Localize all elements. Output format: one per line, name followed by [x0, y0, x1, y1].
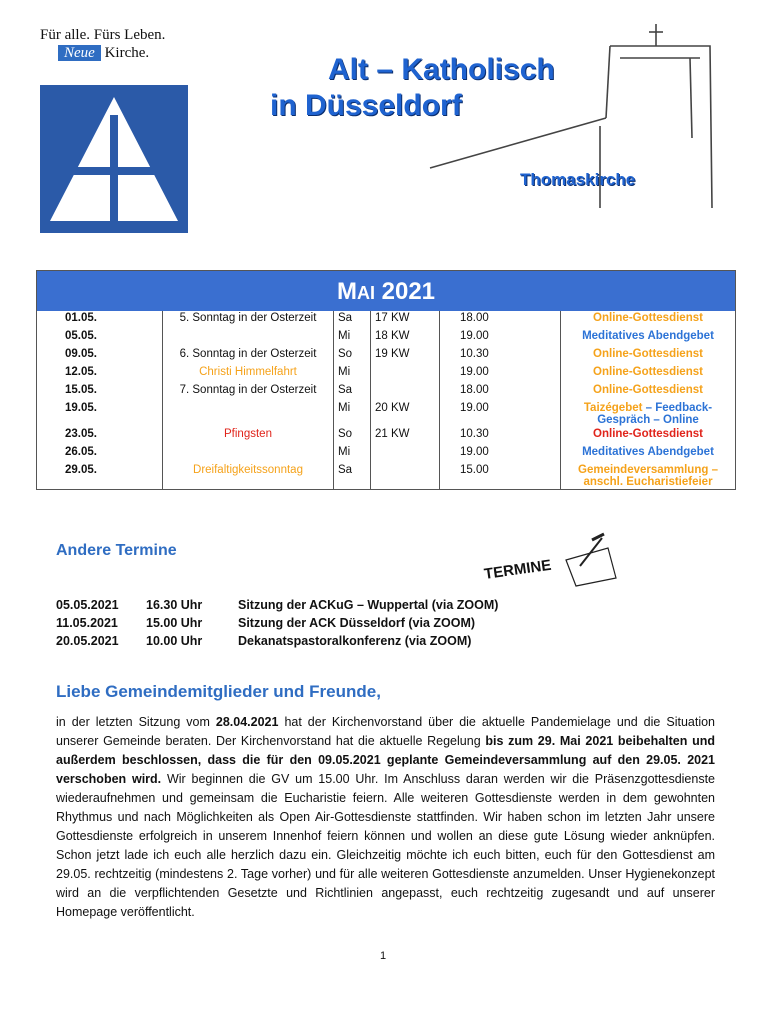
- letter-heading: Liebe Gemeindemitglieder und Freunde,: [56, 682, 381, 701]
- cell-time: 10.30: [440, 347, 561, 365]
- event-text: Meditatives Abendgebet: [582, 330, 714, 342]
- cell-date: 12.05.: [65, 366, 97, 378]
- cell-day: So: [334, 347, 371, 365]
- church-logo: [40, 85, 188, 233]
- subtitle: Thomaskirche: [520, 170, 636, 189]
- cell-kw: 18 KW: [371, 329, 440, 347]
- cell-name: [163, 329, 334, 347]
- table-row: [37, 347, 735, 365]
- table-row: [37, 311, 735, 329]
- cell-time: 10.30: [440, 427, 561, 445]
- title-line1: Alt – Katholisch: [328, 53, 555, 86]
- page-number: 1: [380, 950, 387, 962]
- cell-kw: 19 KW: [371, 347, 440, 365]
- motto: [40, 26, 200, 62]
- cell-time: 19.00: [440, 365, 561, 383]
- event-text: Online-Gottesdienst: [593, 348, 703, 360]
- event-text: Online-Gottesdienst: [593, 428, 703, 440]
- cell-time: 19.00: [440, 401, 561, 427]
- cell-event: [561, 463, 736, 489]
- event-text: Online-Gottesdienst: [593, 384, 703, 396]
- table-row: [37, 365, 735, 383]
- cell-name: 5. Sonntag in der Osterzeit: [163, 311, 334, 329]
- cell-kw: [371, 365, 440, 383]
- table-row: [37, 401, 735, 427]
- cell-date: 19.05.: [65, 402, 97, 414]
- motto-line2: Kirche.: [104, 45, 150, 61]
- event-text: Meditatives Abendgebet: [582, 446, 714, 458]
- cell-day: Mi: [334, 365, 371, 383]
- other-text: Sitzung der ACK Düsseldorf (via ZOOM): [238, 616, 476, 630]
- cell-time: 18.00: [440, 383, 561, 401]
- table-row: [37, 463, 735, 489]
- cell-date: 26.05.: [65, 446, 97, 458]
- cell-name: [163, 445, 334, 463]
- logo-triangle-cross-icon: [40, 85, 188, 233]
- page-title: [270, 52, 590, 124]
- cell-date: 09.05.: [65, 348, 97, 360]
- table-row: [37, 383, 735, 401]
- other-date: 05.05.2021: [56, 598, 119, 612]
- cell-time: 18.00: [440, 311, 561, 329]
- cell-kw: [371, 463, 440, 489]
- cell-name: 6. Sonntag in der Osterzeit: [163, 347, 334, 365]
- cell-name: Dreifaltigkeitssonntag: [163, 463, 334, 489]
- other-dates-list: [56, 598, 498, 652]
- cell-time: 19.00: [440, 445, 561, 463]
- cell-kw: [371, 445, 440, 463]
- title-line2: in Düsseldorf: [270, 89, 462, 122]
- other-date-item: [56, 616, 498, 634]
- event-text: Taizégebet: [583, 402, 643, 414]
- cell-date: 15.05.: [65, 384, 97, 396]
- cell-day: So: [334, 427, 371, 445]
- event-text: Online-Gottesdienst: [593, 312, 703, 324]
- cell-kw: 20 KW: [371, 401, 440, 427]
- other-text: Sitzung der ACKuG – Wuppertal (via ZOOM): [238, 598, 499, 612]
- cell-date: 23.05.: [65, 428, 97, 440]
- cell-event: [561, 347, 736, 365]
- cell-day: Mi: [334, 401, 371, 427]
- table-row: [37, 329, 735, 347]
- cell-kw: 21 KW: [371, 427, 440, 445]
- cell-day: Sa: [334, 383, 371, 401]
- cell-name: [163, 401, 334, 427]
- cell-event: [561, 401, 736, 427]
- other-date-item: [56, 634, 498, 652]
- cell-event: [561, 427, 736, 445]
- schedule-table: [36, 270, 736, 490]
- cell-name: Christi Himmelfahrt: [163, 365, 334, 383]
- schedule-month-header: MAI 2021: [37, 271, 735, 311]
- motto-highlight: Neue: [58, 45, 101, 61]
- cell-kw: [371, 383, 440, 401]
- table-row: [37, 427, 735, 445]
- cell-date: 29.05.: [65, 464, 97, 476]
- other-time: 15.00 Uhr: [146, 616, 203, 630]
- event-text: Gemeindeversammlung – anschl. Eucharistiefeier: [578, 464, 718, 488]
- cell-time: 19.00: [440, 329, 561, 347]
- termine-label: TERMINE: [483, 556, 553, 583]
- other-date: 11.05.2021: [56, 616, 118, 630]
- event-text: Online-Gottesdienst: [593, 366, 703, 378]
- termine-pen-icon: [480, 530, 620, 590]
- cell-day: Sa: [334, 311, 371, 329]
- cell-name: Pfingsten: [163, 427, 334, 445]
- cell-event: [561, 329, 736, 347]
- cell-kw: 17 KW: [371, 311, 440, 329]
- other-time: 16.30 Uhr: [146, 598, 203, 612]
- cell-time: 15.00: [440, 463, 561, 489]
- table-row: [37, 445, 735, 463]
- cell-event: [561, 311, 736, 329]
- cell-event: [561, 365, 736, 383]
- event-text: – Feedback-Gespräch – Online: [597, 402, 713, 426]
- other-date: 20.05.2021: [56, 634, 119, 648]
- schedule-rows: [37, 311, 735, 489]
- cell-day: Mi: [334, 445, 371, 463]
- cell-day: Sa: [334, 463, 371, 489]
- cell-day: Mi: [334, 329, 371, 347]
- motto-line1: Für alle. Fürs Leben.: [40, 27, 166, 43]
- cell-event: [561, 445, 736, 463]
- other-date-item: [56, 598, 498, 616]
- cell-date: 01.05.: [65, 312, 97, 324]
- other-time: 10.00 Uhr: [146, 634, 203, 648]
- other-text: Dekanatspastoralkonferenz (via ZOOM): [238, 634, 472, 648]
- cell-name: 7. Sonntag in der Osterzeit: [163, 383, 334, 401]
- cell-event: [561, 383, 736, 401]
- letter-body: in der letzten Sitzung vom 28.04.2021 hat der Kirchenvorstand über die aktuelle Pandemielage und die Situation unserer Gemeinde beraten. Der Kirchenvorstand hat die aktuelle Regelung bis zum 29. Mai 2021 beibehalten und außerdem beschlossen, dass die für den 09.05.2021 geplante Gemeindeversammlung auf den 29.05. 2021 verschoben wird. Wir beginnen die GV um 15.00 Uhr. Im Anschluss daran werden wir die Präsenzgottesdienste wiederaufnehmen und gemeinsam die Eucharistie feiern. Alle weiteren Gottesdienste werden in dem gewohnten Rhythmus und nach Möglichkeiten als Open Air-Gottesdienste stattfinden. Wir haben schon im letzten Jahr unsere Gottesdienste erfolgreich in unserem Innenhof feiern können und wollen an diese gute Lösung wieder anknüpfen. Schon jetzt lade ich euch alle herzlich dazu ein. Gleichzeitig möchte ich euch bitten, euch für den Gottesdienst am 29.05. rechtzeitig (mindestens 2. Tage vorher) und für alle weiteren Gottesdienste anzumelden. Unser Hygienekonzept wird an die verpflichtenden Gesetzte und Richtlinien angepasst, euch rechtzeitig zugesandt und auf unserer Homepage veröffentlicht.: [56, 715, 716, 919]
- other-dates-heading: Andere Termine: [56, 542, 177, 559]
- cell-date: 05.05.: [65, 330, 97, 342]
